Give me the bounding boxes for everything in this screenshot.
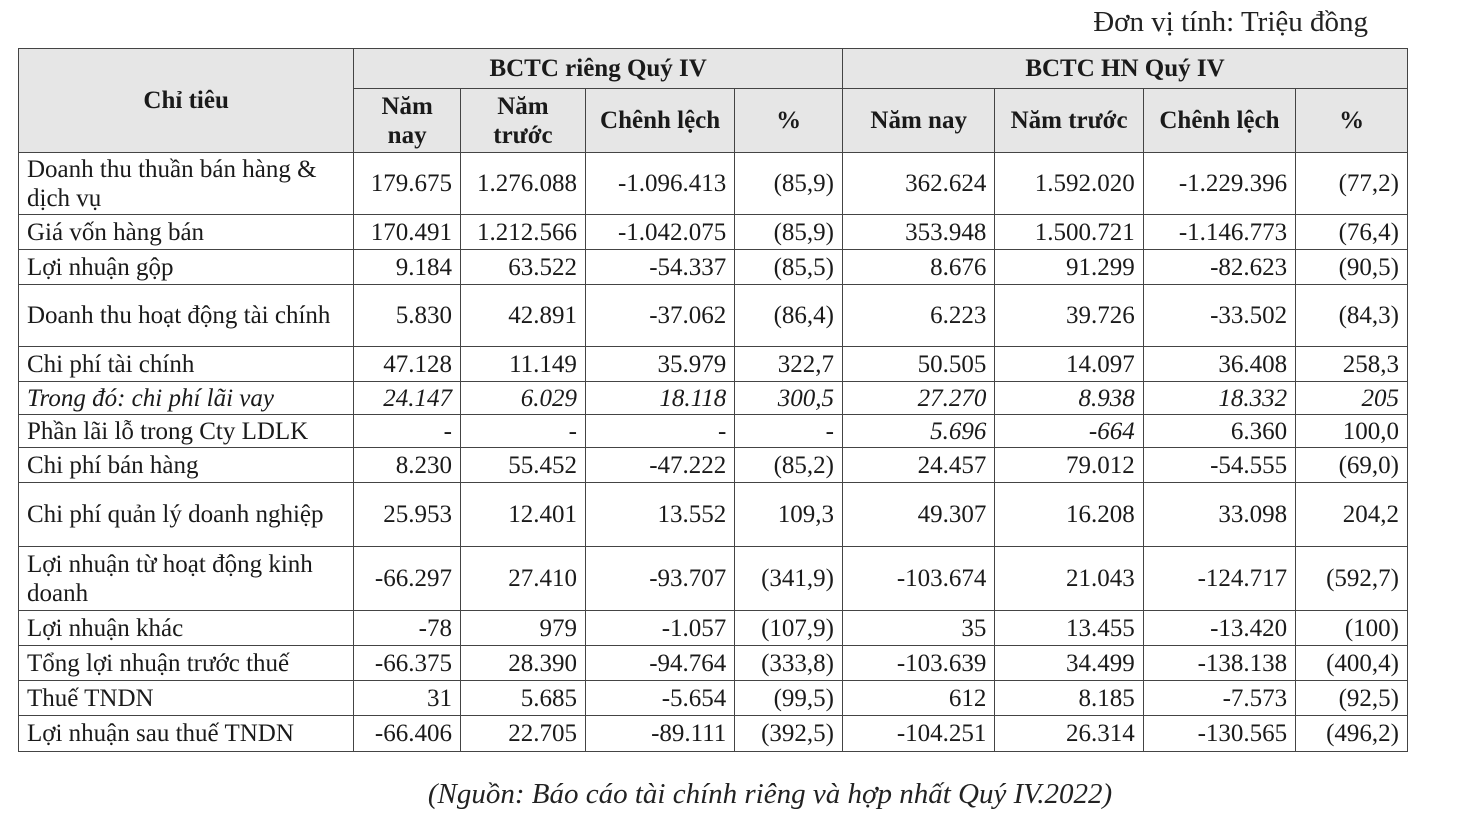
cell: 109,3	[735, 483, 843, 547]
cell: -37.062	[585, 285, 734, 347]
cell: 179.675	[354, 153, 461, 215]
cell: 11.149	[460, 347, 585, 382]
cell: -33.502	[1143, 285, 1295, 347]
cell: 322,7	[735, 347, 843, 382]
source-note: (Nguồn: Báo cáo tài chính riêng và hợp nhất Quý IV.2022)	[427, 778, 1113, 810]
cell: 22.705	[460, 716, 585, 752]
table-row	[19, 250, 1408, 285]
col-header: Chênh lệch	[585, 89, 734, 153]
cell: 8.938	[995, 382, 1143, 415]
header-group-consolidated: BCTC HN Quý IV	[843, 49, 1408, 89]
col-header: %	[1296, 89, 1408, 153]
cell: 5.830	[354, 285, 461, 347]
row-label: Lợi nhuận từ hoạt động kinh doanh	[19, 547, 354, 611]
col-header: Năm nay	[354, 89, 461, 153]
cell: 63.522	[460, 250, 585, 285]
cell: 27.410	[460, 547, 585, 611]
cell: -54.337	[585, 250, 734, 285]
cell: 6.360	[1143, 415, 1295, 448]
cell: (341,9)	[735, 547, 843, 611]
table-row	[19, 215, 1408, 250]
col-header: Năm trước	[995, 89, 1143, 153]
cell: -82.623	[1143, 250, 1295, 285]
cell: 8.185	[995, 681, 1143, 716]
table-row	[19, 646, 1408, 681]
cell: 35	[843, 611, 995, 646]
cell: 31	[354, 681, 461, 716]
cell: 9.184	[354, 250, 461, 285]
cell: -93.707	[585, 547, 734, 611]
cell: 35.979	[585, 347, 734, 382]
table-row	[19, 716, 1408, 752]
cell: 170.491	[354, 215, 461, 250]
cell: 42.891	[460, 285, 585, 347]
cell: 39.726	[995, 285, 1143, 347]
cell: -1.146.773	[1143, 215, 1295, 250]
cell: -104.251	[843, 716, 995, 752]
table-row	[19, 415, 1408, 448]
row-label: Doanh thu hoạt động tài chính	[19, 285, 354, 347]
cell: -5.654	[585, 681, 734, 716]
cell: 13.455	[995, 611, 1143, 646]
cell: 979	[460, 611, 585, 646]
cell: (69,0)	[1296, 448, 1408, 483]
cell: 36.408	[1143, 347, 1295, 382]
cell: -94.764	[585, 646, 734, 681]
row-label: Thuế TNDN	[19, 681, 354, 716]
cell: (333,8)	[735, 646, 843, 681]
cell: 1.592.020	[995, 153, 1143, 215]
cell: -130.565	[1143, 716, 1295, 752]
cell: -138.138	[1143, 646, 1295, 681]
row-label: Tổng lợi nhuận trước thuế	[19, 646, 354, 681]
table-row	[19, 547, 1408, 611]
cell: (99,5)	[735, 681, 843, 716]
cell: (92,5)	[1296, 681, 1408, 716]
cell: -66.406	[354, 716, 461, 752]
cell: (592,7)	[1296, 547, 1408, 611]
table-row	[19, 347, 1408, 382]
cell: 8.676	[843, 250, 995, 285]
cell: -124.717	[1143, 547, 1295, 611]
row-label: Giá vốn hàng bán	[19, 215, 354, 250]
cell: (85,9)	[735, 153, 843, 215]
cell: 55.452	[460, 448, 585, 483]
cell: 26.314	[995, 716, 1143, 752]
cell: (84,3)	[1296, 285, 1408, 347]
financial-table	[18, 48, 1408, 752]
cell: 25.953	[354, 483, 461, 547]
cell: -664	[995, 415, 1143, 448]
row-label: Doanh thu thuần bán hàng & dịch vụ	[19, 153, 354, 215]
row-label: Chi phí tài chính	[19, 347, 354, 382]
col-header: Chênh lệch	[1143, 89, 1295, 153]
cell: 24.457	[843, 448, 995, 483]
table-row	[19, 483, 1408, 547]
cell: -89.111	[585, 716, 734, 752]
cell: -13.420	[1143, 611, 1295, 646]
cell: -1.057	[585, 611, 734, 646]
cell: -103.639	[843, 646, 995, 681]
cell: 14.097	[995, 347, 1143, 382]
cell: 362.624	[843, 153, 995, 215]
cell: -7.573	[1143, 681, 1295, 716]
cell: -78	[354, 611, 461, 646]
cell: 5.685	[460, 681, 585, 716]
cell: -1.042.075	[585, 215, 734, 250]
cell: 1.500.721	[995, 215, 1143, 250]
table-row	[19, 382, 1408, 415]
cell: 1.212.566	[460, 215, 585, 250]
cell: 79.012	[995, 448, 1143, 483]
cell: -	[735, 415, 843, 448]
cell: (86,4)	[735, 285, 843, 347]
cell: 27.270	[843, 382, 995, 415]
cell: -66.375	[354, 646, 461, 681]
row-label: Lợi nhuận khác	[19, 611, 354, 646]
cell: 5.696	[843, 415, 995, 448]
cell: 91.299	[995, 250, 1143, 285]
cell: 205	[1296, 382, 1408, 415]
cell: 28.390	[460, 646, 585, 681]
cell: 33.098	[1143, 483, 1295, 547]
table-row	[19, 681, 1408, 716]
cell: 49.307	[843, 483, 995, 547]
col-header: Năm nay	[843, 89, 995, 153]
cell: 6.223	[843, 285, 995, 347]
cell: (400,4)	[1296, 646, 1408, 681]
cell: -66.297	[354, 547, 461, 611]
cell: 47.128	[354, 347, 461, 382]
col-header: Năm trước	[460, 89, 585, 153]
cell: (85,5)	[735, 250, 843, 285]
cell: 204,2	[1296, 483, 1408, 547]
cell: -54.555	[1143, 448, 1295, 483]
header-group-separate: BCTC riêng Quý IV	[354, 49, 843, 89]
table-row	[19, 611, 1408, 646]
row-label: Phần lãi lỗ trong Cty LDLK	[19, 415, 354, 448]
cell: (85,9)	[735, 215, 843, 250]
table-row	[19, 285, 1408, 347]
row-label: Chi phí quản lý doanh nghiệp	[19, 483, 354, 547]
cell: (76,4)	[1296, 215, 1408, 250]
cell: -	[585, 415, 734, 448]
cell: -	[460, 415, 585, 448]
cell: (392,5)	[735, 716, 843, 752]
cell: 300,5	[735, 382, 843, 415]
cell: -	[354, 415, 461, 448]
cell: 6.029	[460, 382, 585, 415]
cell: 16.208	[995, 483, 1143, 547]
row-label: Trong đó: chi phí lãi vay	[19, 382, 354, 415]
cell: -103.674	[843, 547, 995, 611]
cell: 12.401	[460, 483, 585, 547]
table-row	[19, 448, 1408, 483]
cell: (85,2)	[735, 448, 843, 483]
cell: 353.948	[843, 215, 995, 250]
cell: (100)	[1296, 611, 1408, 646]
cell: 100,0	[1296, 415, 1408, 448]
cell: 18.332	[1143, 382, 1295, 415]
cell: 1.276.088	[460, 153, 585, 215]
table-row	[19, 153, 1408, 215]
cell: 612	[843, 681, 995, 716]
cell: (107,9)	[735, 611, 843, 646]
cell: 18.118	[585, 382, 734, 415]
cell: -1.096.413	[585, 153, 734, 215]
unit-note: Đơn vị tính: Triệu đồng	[1093, 6, 1368, 38]
cell: (90,5)	[1296, 250, 1408, 285]
row-label: Lợi nhuận sau thuế TNDN	[19, 716, 354, 752]
cell: (77,2)	[1296, 153, 1408, 215]
cell: -47.222	[585, 448, 734, 483]
cell: 8.230	[354, 448, 461, 483]
row-label: Chi phí bán hàng	[19, 448, 354, 483]
cell: 21.043	[995, 547, 1143, 611]
row-label: Lợi nhuận gộp	[19, 250, 354, 285]
cell: 258,3	[1296, 347, 1408, 382]
cell: 13.552	[585, 483, 734, 547]
cell: -1.229.396	[1143, 153, 1295, 215]
header-indicator: Chỉ tiêu	[19, 49, 354, 153]
col-header: %	[735, 89, 843, 153]
cell: 50.505	[843, 347, 995, 382]
cell: 24.147	[354, 382, 461, 415]
cell: 34.499	[995, 646, 1143, 681]
cell: (496,2)	[1296, 716, 1408, 752]
